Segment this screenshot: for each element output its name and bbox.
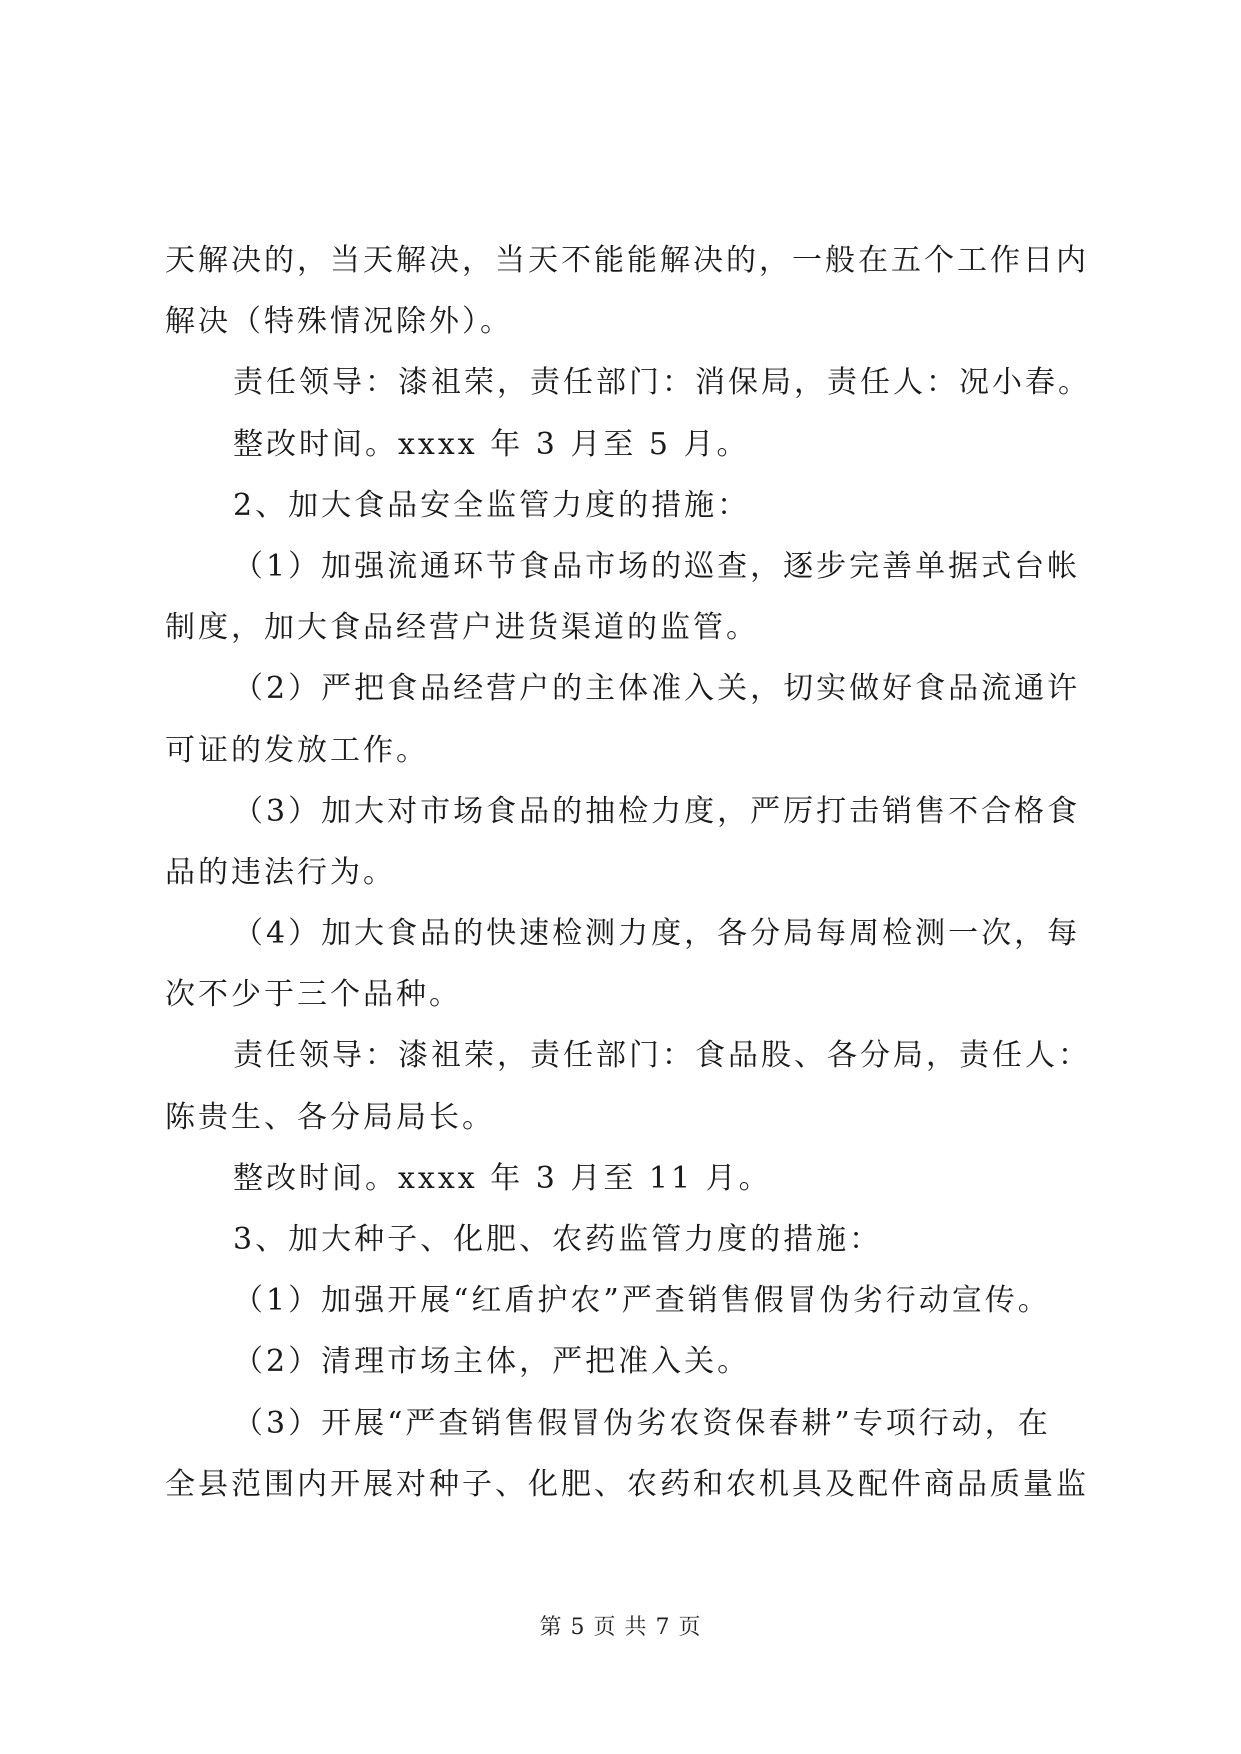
text-line: 解决（特殊情况除外）。 (165, 304, 513, 340)
text-line: （3）加大对市场食品的抽检力度，严厉打击销售不合格食 (233, 793, 1081, 829)
text-line: 品的违法行为。 (165, 854, 396, 890)
text-line: （2）严把食品经营户的主体准入关，切实做好食品流通许 (233, 671, 1081, 707)
text-line: 制度，加大食品经营户进货渠道的监管。 (165, 610, 759, 646)
text-line: 天解决的，当天解决，当天不能能解决的，一般在五个工作日内 (165, 243, 1089, 278)
text-line: 整改时间。xxxx 年 3 月至 5 月。 (233, 426, 750, 462)
text-line: （4）加大食品的快速检测力度，各分局每周检测一次，每 (233, 916, 1081, 952)
text-line: 次不少于三个品种。 (165, 977, 462, 1013)
text-line: 责任领导：漆祖荣，责任部门：食品股、各分局，责任人： (233, 1038, 1091, 1074)
text-line: （1）加强流通环节食品市场的巡查，逐步完善单据式台帐 (233, 548, 1081, 584)
text-line: 可证的发放工作。 (165, 732, 429, 768)
page-number-footer: 第 5 页 共 7 页 (539, 1615, 702, 1640)
section-heading: 3、加大种子、化肥、农药监管力度的措施： (233, 1222, 883, 1257)
text-line: 陈贵生、各分局局长。 (165, 1099, 495, 1135)
text-line: （2）清理市场主体，严把准入关。 (233, 1344, 751, 1380)
text-line: （1）加强开展“红盾护农”严查销售假冒伪劣行动宣传。 (233, 1283, 1051, 1319)
text-line: 全县范围内开展对种子、化肥、农药和农机具及配件商品质量监 (165, 1466, 1089, 1502)
document-body (165, 230, 1091, 1515)
text-line: （3）开展“严查销售假冒伪劣农资保春耕”专项行动，在 (233, 1405, 1051, 1441)
text-line: 责任领导：漆祖荣，责任部门：消保局，责任人：况小春。 (233, 365, 1091, 401)
text-line: 整改时间。xxxx 年 3 月至 11 月。 (233, 1160, 772, 1196)
section-heading: 2、加大食品安全监管力度的措施： (233, 487, 751, 523)
